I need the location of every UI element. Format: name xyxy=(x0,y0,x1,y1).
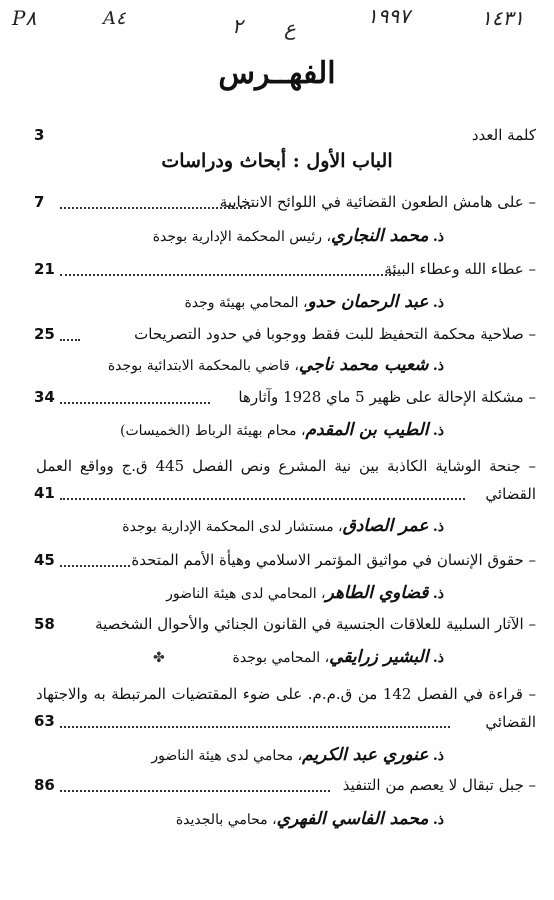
page-number: 41 xyxy=(34,484,55,502)
page-number: 45 xyxy=(34,551,55,569)
section-heading: الباب الأول : أبحاث ودراسات xyxy=(161,150,393,172)
entry-title: – على هامش الطعون القضائية في اللوائح الانتخابية xyxy=(219,193,536,211)
page-number: 7 xyxy=(34,193,45,211)
author-prefix: ذ. xyxy=(432,423,444,439)
author-line xyxy=(176,809,444,829)
entry-title: – قراءة في الفصل 142 من ق.م.م. على ضوء المقتضيات المرتبطة به والاجتهاد القضائي xyxy=(36,685,536,731)
page-number: 58 xyxy=(34,615,55,633)
dot-leader xyxy=(60,726,450,728)
author-role: ، محامي بالجديدة xyxy=(175,812,277,828)
entry-title: كلمة العدد xyxy=(471,126,536,144)
author-name: محمد الفاسي الفهري xyxy=(276,809,429,829)
entry-title: – جنحة الوشاية الكاذبة بين نية المشرع ونص الفصل 445 ق.ج وواقع العمل القضائي xyxy=(36,457,536,503)
author-name: شعيب محمد ناجي xyxy=(298,355,429,375)
handwritten-note: A٤ xyxy=(103,8,126,29)
handwritten-note: ع xyxy=(284,16,296,40)
page-number: 25 xyxy=(34,325,55,343)
entry-title: – عطاء الله وعطاء البيئة xyxy=(384,260,536,278)
author-name: الطيب بن المقدم xyxy=(305,420,429,440)
page-number: 3 xyxy=(34,126,45,144)
author-name: قضاوي الطاهر xyxy=(325,583,429,603)
author-role: ، رئيس المحكمة الإدارية بوجدة xyxy=(152,229,331,245)
page-number: 21 xyxy=(34,260,55,278)
author-name: عبد الرحمان حدو xyxy=(307,292,429,312)
entry-title: – الآثار السلبية للعلاقات الجنسية في القانون الجنائي والأحوال الشخصية xyxy=(95,615,536,633)
author-line xyxy=(233,647,444,667)
dot-leader xyxy=(60,207,250,209)
author-name: عنوري عبد الكريم xyxy=(302,745,429,765)
author-prefix: ذ. xyxy=(432,586,444,602)
handwritten-note: ١٤٣١ xyxy=(481,6,524,30)
author-line xyxy=(108,355,444,375)
entry-title: – مشكلة الإحالة على ظهير 5 ماي 1928 وآثارها xyxy=(238,388,536,406)
page-number: 63 xyxy=(34,712,55,730)
author-role: ، محام بهيئة الرباط (الخميسات) xyxy=(120,423,306,439)
author-name: محمد النجاري xyxy=(330,226,429,246)
handwritten-note: ١٩٩٧ xyxy=(367,4,410,28)
author-name: عمر الصادق xyxy=(342,516,429,536)
entry-title: – حقوق الإنسان في مواثيق المؤتمر الاسلامي وهيأة الأمم المتحدة xyxy=(131,551,536,569)
author-role: ، محامي لدى هيئة الناضور xyxy=(151,748,303,764)
entry-title: – صلاحية محكمة التحفيظ للبت فقط ووجوبا في حدود التصريحات xyxy=(134,325,536,343)
ink-speck: ✤ xyxy=(153,650,165,666)
author-prefix: ذ. xyxy=(432,812,444,828)
author-role: ، المحامي بوجدة xyxy=(232,650,330,666)
author-prefix: ذ. xyxy=(432,229,444,245)
dot-leader xyxy=(60,402,210,404)
dot-leader xyxy=(60,790,330,792)
author-prefix: ذ. xyxy=(432,748,444,764)
author-line xyxy=(166,583,444,603)
author-role: ، المحامي لدى هيئة الناضور xyxy=(166,586,326,602)
author-prefix: ذ. xyxy=(432,650,444,666)
handwritten-note: ٢ xyxy=(232,14,243,38)
dot-leader xyxy=(60,339,80,341)
page-title: الفهــرس xyxy=(218,56,336,91)
author-prefix: ذ. xyxy=(432,519,444,535)
author-line xyxy=(151,745,444,765)
entry-title: – جبل تبقال لا يعصم من التنفيذ xyxy=(342,776,536,794)
author-line xyxy=(184,292,444,312)
author-name: البشير زرايقي xyxy=(329,647,429,667)
dot-leader xyxy=(60,498,465,500)
dot-leader xyxy=(60,565,130,567)
page-number: 34 xyxy=(34,388,55,406)
author-line xyxy=(120,420,444,440)
author-role: ، قاضي بالمحكمة الابتدائية بوجدة xyxy=(107,358,299,374)
author-prefix: ذ. xyxy=(432,358,444,374)
author-role: ، المحامي بهيئة وجدة xyxy=(184,295,308,311)
page-number: 86 xyxy=(34,776,55,794)
author-line xyxy=(122,516,444,536)
author-prefix: ذ. xyxy=(432,295,444,311)
handwritten-note: P٨ xyxy=(12,6,37,30)
dot-leader xyxy=(60,274,395,276)
author-role: ، مستشار لدى المحكمة الإدارية بوجدة xyxy=(122,519,343,535)
author-line xyxy=(153,226,444,246)
